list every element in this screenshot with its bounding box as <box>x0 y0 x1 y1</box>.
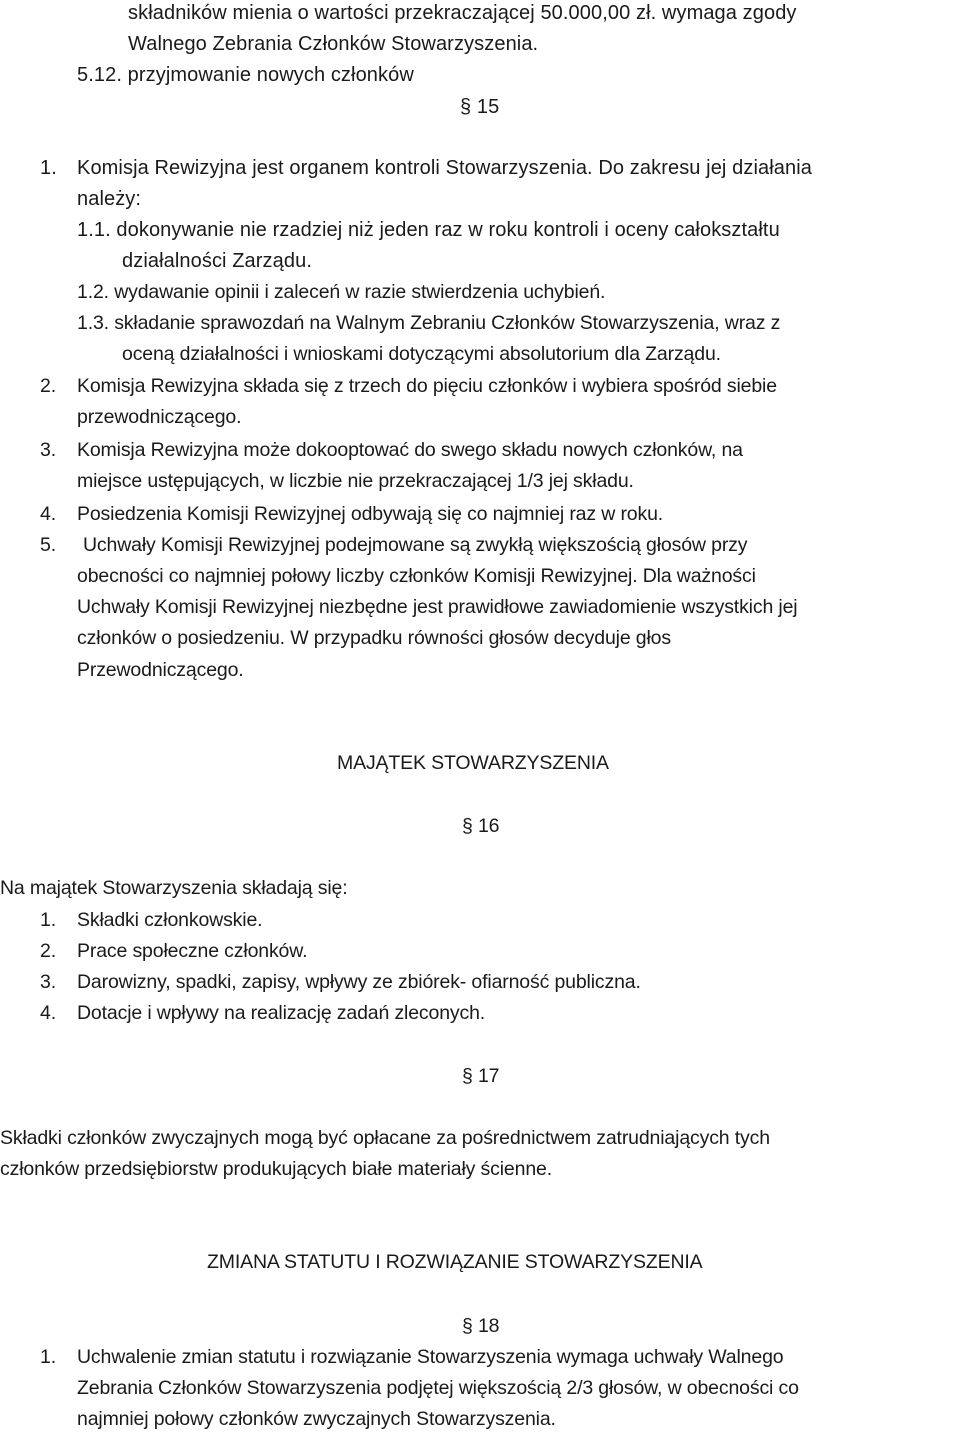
text-line: członków przedsiębiorstw produkujących białe materiały ścienne. <box>0 1158 552 1180</box>
list-number: 1. <box>40 157 57 179</box>
section-heading-17: § 17 <box>462 1065 500 1087</box>
list-number: 4. <box>40 503 56 525</box>
text-line: obecności co najmniej połowy liczby członków Komisji Rewizyjnej. Dla ważności <box>77 565 756 587</box>
text-line: Składki członków zwyczajnych mogą być opłacane za pośrednictwem zatrudniających tych <box>0 1127 770 1149</box>
list-item-5-12: 5.12. przyjmowanie nowych członków <box>77 64 414 86</box>
list-number: 2. <box>40 940 56 962</box>
text-line: należy: <box>77 188 142 210</box>
text-line: Posiedzenia Komisji Rewizyjnej odbywają się co najmniej raz w roku. <box>77 503 664 525</box>
list-number: 3. <box>40 971 56 993</box>
list-number: 1. <box>40 909 56 931</box>
text-line: Komisja Rewizyjna jest organem kontroli Stowarzyszenia. Do zakresu jej działania <box>77 157 812 179</box>
text-line: Uchwały Komisji Rewizyjnej podejmowane są zwykłą większością głosów przy <box>83 534 748 556</box>
list-number: 4. <box>40 1002 56 1024</box>
section-heading-18: § 18 <box>462 1315 500 1337</box>
text-line: działalności Zarządu. <box>122 250 312 272</box>
text-line: Uchwały Komisji Rewizyjnej niezbędne jest prawidłowe zawiadomienie wszystkich jej <box>77 596 798 618</box>
list-number: 5. <box>40 534 56 556</box>
chapter-title: MAJĄTEK STOWARZYSZENIA <box>337 752 609 774</box>
text-line: Na majątek Stowarzyszenia składają się: <box>0 877 348 899</box>
section-heading-16: § 16 <box>462 815 500 837</box>
list-number: 2. <box>40 375 56 397</box>
text-line: Uchwalenie zmian statutu i rozwiązanie Stowarzyszenia wymaga uchwały Walnego <box>77 1346 784 1368</box>
text-line: oceną działalności i wnioskami dotyczącymi absolutorium dla Zarządu. <box>122 343 721 365</box>
list-item: Dotacje i wpływy na realizację zadań zleconych. <box>77 1002 486 1024</box>
chapter-title: ZMIANA STATUTU I ROZWIĄZANIE STOWARZYSZENIA <box>207 1251 703 1273</box>
text-line: Zebrania Członków Stowarzyszenia podjętej większością 2/3 głosów, w obecności co <box>77 1377 799 1399</box>
list-number: 1. <box>40 1346 56 1368</box>
list-item-1-3: 1.3. składanie sprawozdań na Walnym Zebraniu Członków Stowarzyszenia, wraz z <box>77 312 781 334</box>
text-line: przewodniczącego. <box>77 406 242 428</box>
list-item-1-2: 1.2. wydawanie opinii i zaleceń w razie stwierdzenia uchybień. <box>77 281 606 303</box>
text-line: Komisja Rewizyjna składa się z trzech do pięciu członków i wybiera spośród siebie <box>77 375 777 397</box>
text-line: Walnego Zebrania Członków Stowarzyszenia. <box>128 33 539 55</box>
list-number: 3. <box>40 439 56 461</box>
text-line: składników mienia o wartości przekraczającej 50.000,00 zł. wymaga zgody <box>128 2 797 24</box>
list-item-1-1: 1.1. dokonywanie nie rzadziej niż jeden raz w roku kontroli i oceny całokształtu <box>77 219 780 241</box>
list-item: Darowizny, spadki, zapisy, wpływy ze zbiórek- ofiarność publiczna. <box>77 971 641 993</box>
text-line: miejsce ustępujących, w liczbie nie przekraczającej 1/3 jej składu. <box>77 470 634 492</box>
text-line: członków o posiedzeniu. W przypadku równości głosów decyduje głos <box>77 627 671 649</box>
text-line: Przewodniczącego. <box>77 659 244 681</box>
list-item: Składki członkowskie. <box>77 909 263 931</box>
text-line: najmniej połowy członków zwyczajnych Stowarzyszenia. <box>77 1408 556 1430</box>
section-heading-15: § 15 <box>460 96 500 118</box>
text-line: Komisja Rewizyjna może dokooptować do swego składu nowych członków, na <box>77 439 743 461</box>
list-item: Prace społeczne członków. <box>77 940 308 962</box>
